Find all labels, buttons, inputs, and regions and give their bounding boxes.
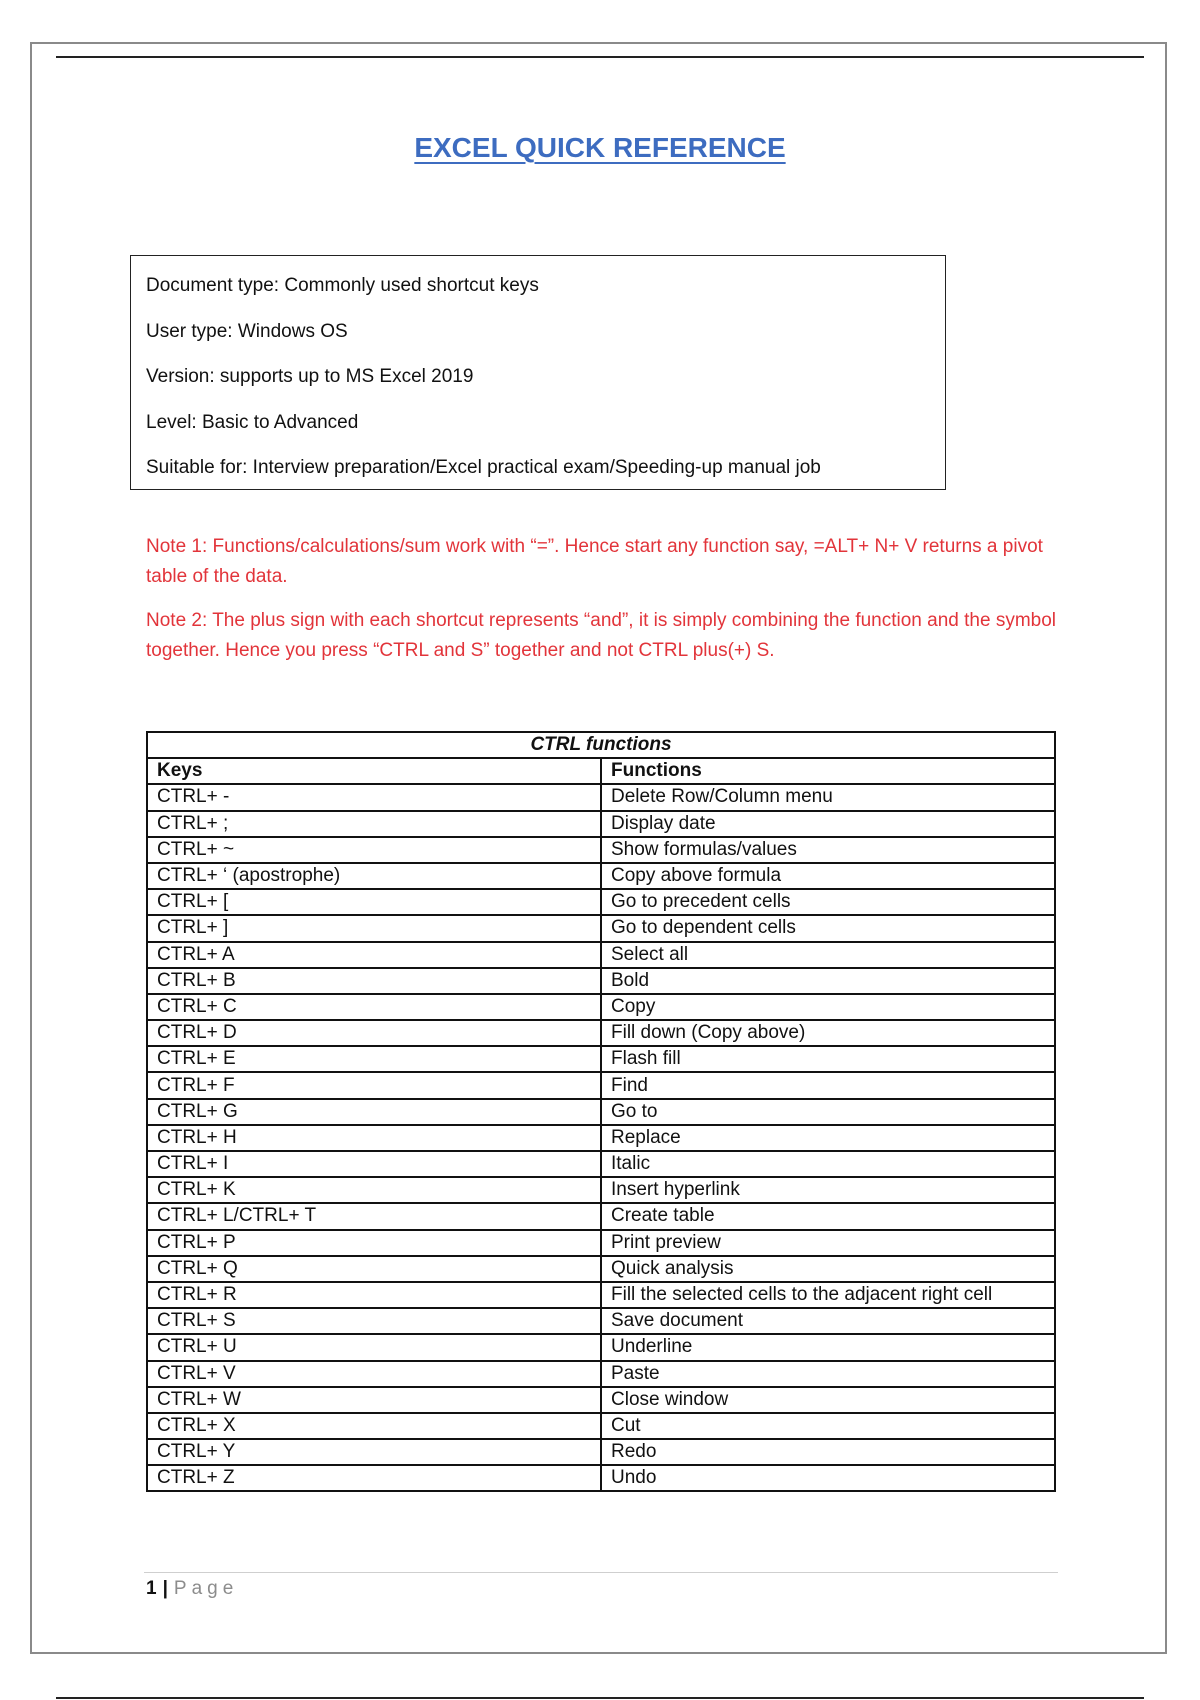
shortcut-key-cell: CTRL+ P [147,1230,601,1256]
shortcut-key-cell: CTRL+ Z [147,1465,601,1491]
shortcut-key-cell: CTRL+ [ [147,889,601,915]
table-row [147,1465,1055,1491]
shortcut-key-cell: CTRL+ K [147,1177,601,1203]
shortcut-key-cell: CTRL+ U [147,1334,601,1360]
table-row [147,1020,1055,1046]
shortcut-key-cell: CTRL+ C [147,994,601,1020]
shortcut-key-cell: CTRL+ ‘ (apostrophe) [147,863,601,889]
shortcut-function-cell: Replace [601,1125,1055,1151]
page-label: Page [173,1578,239,1599]
table-row [147,1230,1055,1256]
table-row [147,1413,1055,1439]
shortcut-function-cell: Copy above formula [601,863,1055,889]
bottom-divider [56,1697,1144,1699]
shortcut-function-cell: Delete Row/Column menu [601,784,1055,810]
page-separator: | [162,1578,168,1599]
table-row [147,889,1055,915]
shortcut-function-cell: Save document [601,1308,1055,1334]
shortcut-function-cell: Italic [601,1151,1055,1177]
table-row [147,1203,1055,1229]
table-caption-row [147,732,1055,758]
info-user-type: User type: Windows OS [146,320,348,342]
shortcut-function-cell: Select all [601,942,1055,968]
page-number: 1 [146,1578,157,1599]
shortcut-key-cell: CTRL+ A [147,942,601,968]
keys-column-header: Keys [147,758,601,784]
shortcut-key-cell: CTRL+ ] [147,915,601,941]
shortcut-key-cell: CTRL+ E [147,1046,601,1072]
shortcut-function-cell: Print preview [601,1230,1055,1256]
shortcut-key-cell: CTRL+ Q [147,1256,601,1282]
document-title-block [0,132,1200,164]
table-row [147,942,1055,968]
shortcut-function-cell: Flash fill [601,1046,1055,1072]
table-row [147,968,1055,994]
shortcut-function-cell: Show formulas/values [601,837,1055,863]
table-row [147,1361,1055,1387]
shortcut-key-cell: CTRL+ F [147,1072,601,1098]
table-row [147,1308,1055,1334]
shortcut-function-cell: Go to dependent cells [601,915,1055,941]
table-row [147,1125,1055,1151]
info-document-type: Document type: Commonly used shortcut keys [146,275,539,296]
table-row [147,1439,1055,1465]
document-title: EXCEL QUICK REFERENCE [414,132,786,163]
shortcut-function-cell: Go to precedent cells [601,889,1055,915]
table-row [147,1387,1055,1413]
table-row [147,1282,1055,1308]
table-row [147,1099,1055,1125]
table-row [147,915,1055,941]
table-row [147,1334,1055,1360]
shortcut-function-cell: Copy [601,994,1055,1020]
shortcut-key-cell: CTRL+ R [147,1282,601,1308]
shortcut-key-cell: CTRL+ I [147,1151,601,1177]
shortcut-key-cell: CTRL+ X [147,1413,601,1439]
shortcut-function-cell: Find [601,1072,1055,1098]
shortcut-function-cell: Cut [601,1413,1055,1439]
shortcut-key-cell: CTRL+ D [147,1020,601,1046]
shortcut-key-cell: CTRL+ S [147,1308,601,1334]
shortcut-key-cell: CTRL+ W [147,1387,601,1413]
footer-divider [144,1572,1058,1573]
table-row [147,994,1055,1020]
table-row [147,1072,1055,1098]
info-version: Version: supports up to MS Excel 2019 [146,366,474,387]
note-2: Note 2: The plus sign with each shortcut represents “and”, it is simply combining the function and the symbol together. Hence you press “CTRL and S” together and not CTRL plus(+) S. [146,610,1056,661]
table-row [147,863,1055,889]
table-row [147,784,1055,810]
shortcut-function-cell: Redo [601,1439,1055,1465]
page-footer [146,1578,238,1600]
table-caption: CTRL functions [147,732,1055,758]
table-row [147,811,1055,837]
table-row [147,1046,1055,1072]
shortcut-function-cell: Quick analysis [601,1256,1055,1282]
shortcut-function-cell: Underline [601,1334,1055,1360]
shortcut-function-cell: Create table [601,1203,1055,1229]
shortcut-function-cell: Close window [601,1387,1055,1413]
shortcut-function-cell: Fill the selected cells to the adjacent right cell [601,1282,1055,1308]
shortcut-function-cell: Paste [601,1361,1055,1387]
table-row [147,1177,1055,1203]
shortcut-key-cell: CTRL+ G [147,1099,601,1125]
ctrl-shortcuts-table [146,731,1056,1492]
notes-section [146,532,1066,680]
shortcut-key-cell: CTRL+ ~ [147,837,601,863]
shortcut-key-cell: CTRL+ - [147,784,601,810]
table-body [147,784,1055,1491]
shortcut-function-cell: Insert hyperlink [601,1177,1055,1203]
shortcut-function-cell: Fill down (Copy above) [601,1020,1055,1046]
table-header-row [147,758,1055,784]
shortcut-key-cell: CTRL+ ; [147,811,601,837]
shortcut-function-cell: Bold [601,968,1055,994]
shortcut-key-cell: CTRL+ V [147,1361,601,1387]
shortcut-key-cell: CTRL+ Y [147,1439,601,1465]
table-row [147,837,1055,863]
info-suitable-for: Suitable for: Interview preparation/Excel practical exam/Speeding-up manual job [146,457,821,478]
shortcut-key-cell: CTRL+ H [147,1125,601,1151]
functions-column-header: Functions [601,758,1055,784]
top-divider [56,56,1144,58]
shortcut-function-cell: Go to [601,1099,1055,1125]
shortcut-key-cell: CTRL+ L/CTRL+ T [147,1203,601,1229]
note-1: Note 1: Functions/calculations/sum work with “=”. Hence start any function say, =ALT+ N+ V returns a pivot table of the data. [146,536,1043,587]
shortcut-key-cell: CTRL+ B [147,968,601,994]
table-row [147,1256,1055,1282]
shortcut-function-cell: Display date [601,811,1055,837]
info-level: Level: Basic to Advanced [146,411,359,433]
table-row [147,1151,1055,1177]
document-info-box [130,255,946,490]
shortcut-function-cell: Undo [601,1465,1055,1491]
